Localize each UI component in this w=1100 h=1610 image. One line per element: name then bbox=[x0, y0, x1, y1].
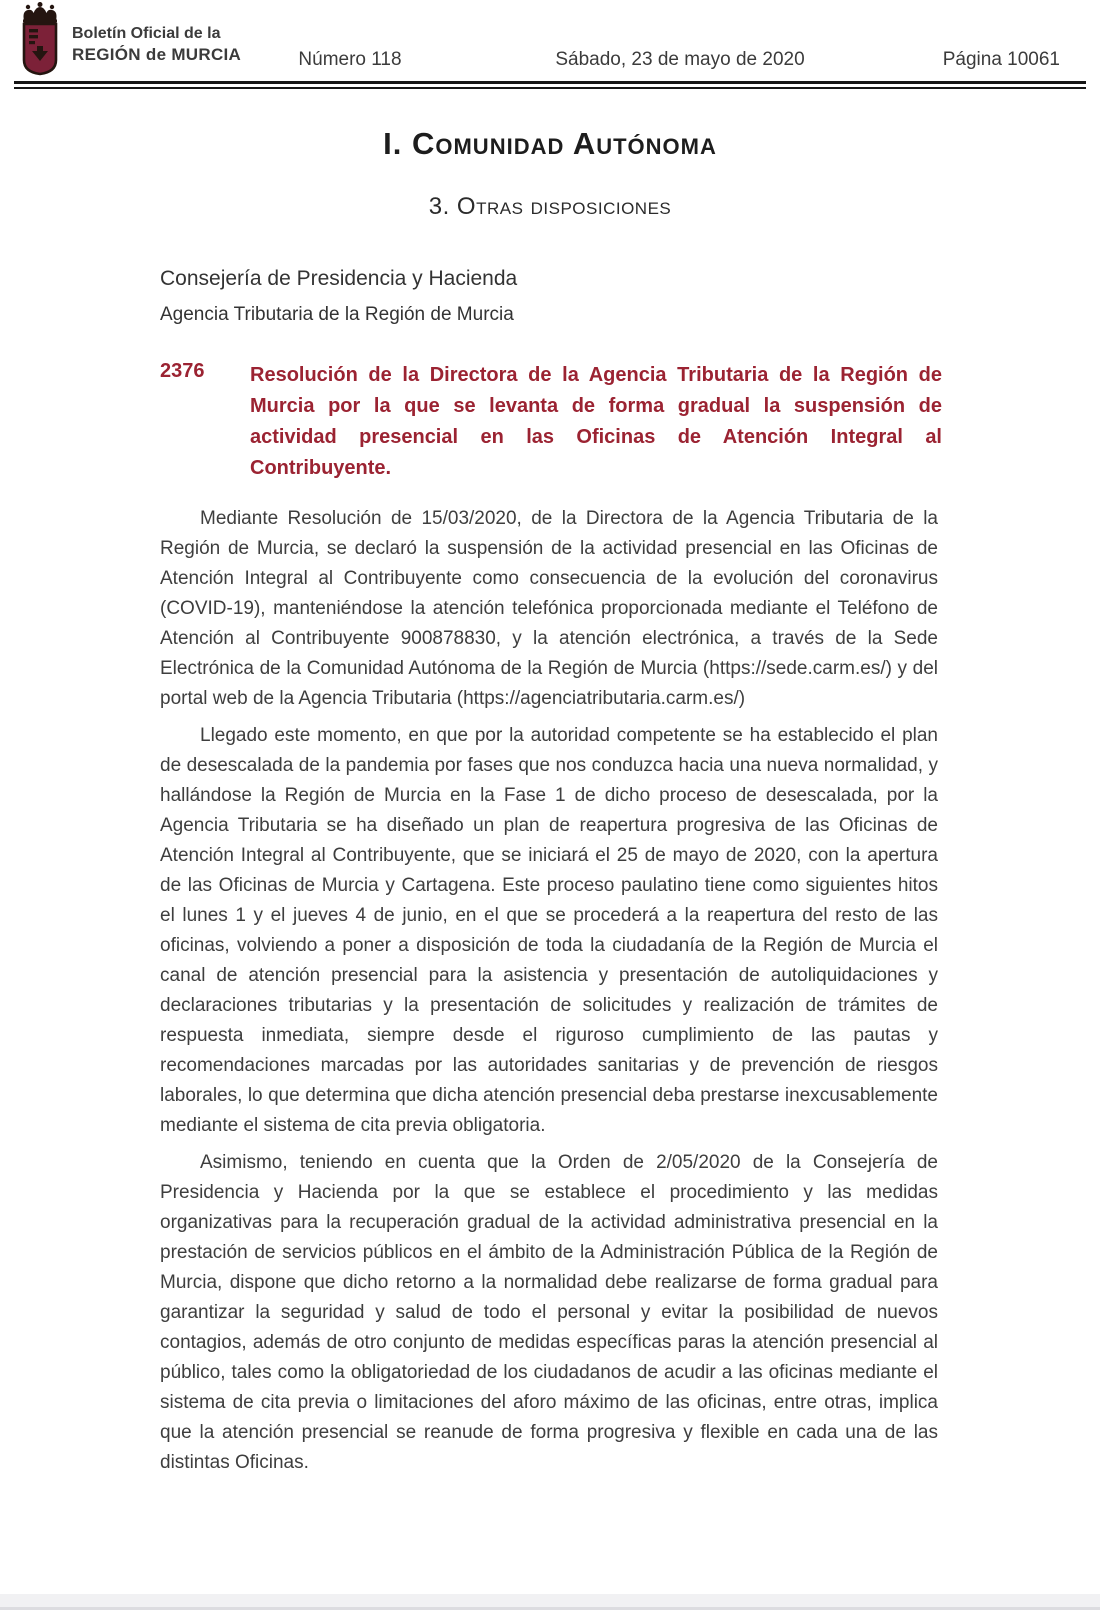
section-subtitle: 3. Otras disposiciones bbox=[428, 193, 672, 220]
resolution-heading bbox=[160, 360, 942, 484]
department-name: Consejería de Presidencia y Hacienda bbox=[160, 267, 518, 290]
issue-number: Número 118 bbox=[298, 49, 402, 70]
agency-name: Agencia Tributaria de la Región de Murcia bbox=[160, 304, 514, 325]
issue-date: Sábado, 23 de mayo de 2020 bbox=[555, 49, 805, 70]
brand-line1: Boletín Oficial de la bbox=[72, 25, 221, 42]
document-body bbox=[160, 504, 938, 1485]
resolution-title: Resolución de la Directora de la Agencia Tributaria de la Región de Murcia por la que se levanta de forma gradual la suspensión de actividad presencial en las Oficinas de Atención Integral al Contribuyente. bbox=[250, 364, 942, 479]
header-divider bbox=[14, 81, 1086, 89]
brand-name bbox=[72, 24, 241, 65]
paragraph-3: Asimismo, teniendo en cuenta que la Orden de 2/05/2020 de la Consejería de Presidencia y Hacienda por la que se establece el procedimiento y las medidas organizativas para la recuperación gradual de la actividad administrativa presencial en la prestación de servicios públicos en el ámbito de la Administración Pública de la Región de Murcia, dispone que dicho retorno a la normalidad debe realizarse de forma gradual para garantizar la seguridad y salud de todo el personal y evitar la posibilidad de nuevos contagios, además de otro conjunto de medidas específicas paras la atención presencial al público, tales como la obligatoriedad de los ciudadanos de acudir a las oficinas mediante el sistema de cita previa o limitaciones del aforo máximo de las oficinas, entre otras, implica que la atención presencial se reanude de forma progresiva y flexible en cada una de las distintas Oficinas. bbox=[160, 1152, 938, 1473]
region-murcia-crest-icon bbox=[16, 2, 64, 78]
section-title: I. Comunidad Autónoma bbox=[383, 126, 717, 161]
brand-line2: REGIÓN de MURCIA bbox=[72, 45, 242, 64]
resolution-number: 2376 bbox=[160, 360, 205, 382]
paragraph-2: Llegado este momento, en que por la autoridad competente se ha establecido el plan de desescalada de la pandemia por fases que nos conduzca hacia una nueva normalidad, y hallándose la Región de Murcia en la Fase 1 de dicho proceso de desescalada, por la Agencia Tributaria se ha diseñado un plan de reapertura progresiva de las Oficinas de Atención Integral al Contribuyente, que se iniciará el 25 de mayo de 2020, con la apertura de las Oficinas de Murcia y Cartagena. Este proceso paulatino tiene como siguientes hitos el lunes 1 y el jueves 4 de junio, en el que se procederá a la reapertura del resto de las oficinas, volviendo a poner a disposición de toda la ciudadanía de la Región de Murcia el canal de atención presencial para la asistencia y presentación de autoliquidaciones y declaraciones tributarias y la presentación de solicitudes y realización de trámites de respuesta inmediata, siempre desde el riguroso cumplimiento de las pautas y recomendaciones marcadas por las autoridades sanitarias y de prevención de riesgos laborales, lo que determina que dicha atención presencial deba prestarse inexcusablemente mediante el sistema de cita previa obligatoria. bbox=[160, 725, 938, 1136]
page-number: Página 10061 bbox=[942, 49, 1060, 70]
paragraph-1: Mediante Resolución de 15/03/2020, de la Directora de la Agencia Tributaria de la Región de Murcia, se declaró la suspensión de la actividad presencial en las Oficinas de Atención Integral al Contribuyente como consecuencia de la evolución del coronavirus (COVID-19), manteniéndose la atención telefónica proporcionada mediante el Teléfono de Atención al Contribuyente 900878830, y la atención electrónica, a través de la Sede Electrónica de la Comunidad Autónoma de la Región de Murcia (https://sede.carm.es/) y del portal web de la Agencia Tributaria (https://agenciatributaria.carm.es/) bbox=[160, 508, 938, 709]
page-bottom-strip bbox=[0, 1594, 1100, 1610]
